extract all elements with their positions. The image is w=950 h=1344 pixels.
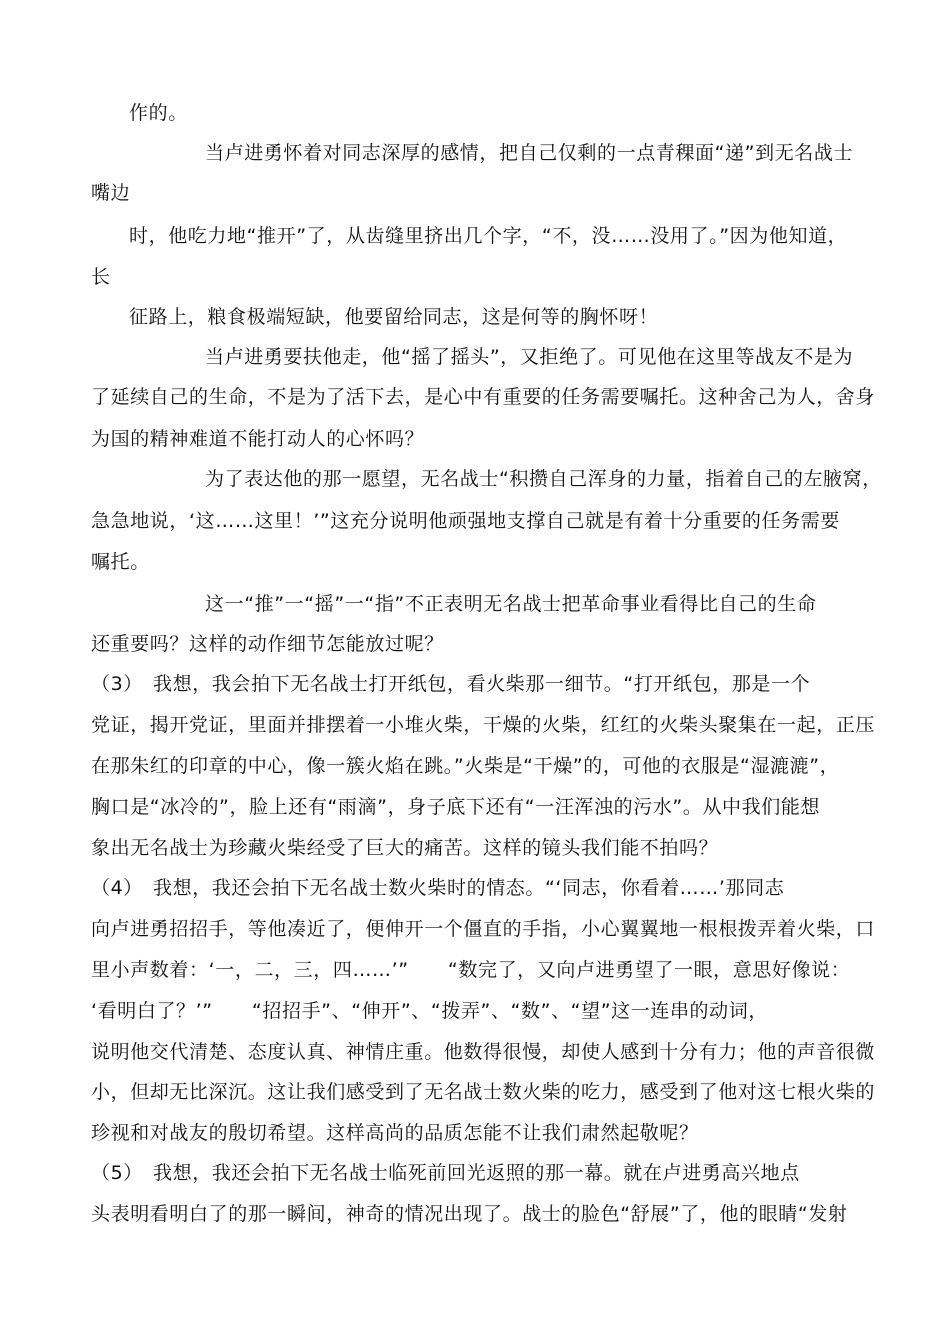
text-line: 时，他吃力地“推开”了，从齿缝里挤出几个字，“不，没……没用了。”因为他知道， xyxy=(129,225,848,247)
text-line: 嘱托。 xyxy=(91,551,150,573)
text-line: 这一“推”一“摇”一“指”不正表明无名战士把革命事业看得比自己的生命 xyxy=(205,593,817,615)
text-line: 当卢进勇怀着对同志深厚的感情，把自己仅剩的一点青稞面“递”到无名战士 xyxy=(205,142,854,164)
text-line: 说明他交代清楚、态度认真、神情庄重。他数得很慢，却使人感到十分有力；他的声音很微 xyxy=(91,1041,876,1063)
text-line: 头表明看明白了的那一瞬间，神奇的情况出现了。战士的脸色“舒展”了，他的眼睛“发射 xyxy=(91,1203,848,1225)
text-line: 还重要吗？这样的动作细节怎能放过呢？ xyxy=(91,633,444,655)
text-line: ‘看明白了？’” “招招手”、“伸开”、“拨弄”、“数”、“望”这一连串的动词， xyxy=(91,1000,768,1022)
text-line: （3） 我想，我会拍下无名战士打开纸包，看火柴那一细节。“打开纸包，那是一个 xyxy=(91,673,811,695)
text-line: 里小声数着：‘一，二，三，四……’” “数完了，又向卢进勇望了一眼，意思好像说： xyxy=(91,959,851,981)
text-line: 当卢进勇要扶他走，他“摇了摇头”，又拒绝了。可见他在这里等战友不是为 xyxy=(205,346,854,368)
text-line: 珍视和对战友的殷切希望。这样高尚的品质怎能不让我们肃然起敬呢？ xyxy=(91,1122,699,1144)
text-line: 作的。 xyxy=(129,102,188,124)
text-line: 了延续自己的生命，不是为了活下去，是心中有重要的任务需要嘱托。这种舍己为人，舍身 xyxy=(91,386,876,408)
text-line: （4） 我想，我还会拍下无名战士数火柴时的情态。“‘同志，你看着……’那同志 xyxy=(91,877,785,899)
text-line: 急急地说，‘这……这里！’”这充分说明他顽强地支撑自己就是有着十分重要的任务需要 xyxy=(91,510,840,532)
text-line: 嘴边 xyxy=(91,182,131,204)
text-line: 征路上，粮食极端短缺，他要留给同志，这是何等的胸怀呀！ xyxy=(129,306,659,328)
text-line: 在那朱红的印章的中心，像一簇火焰在跳。”火柴是“干燥”的，可他的衣服是“湿漉漉”， xyxy=(91,755,840,777)
text-line: 为国的精神难道不能打动人的心怀吗？ xyxy=(91,428,425,450)
text-line: 象出无名战士为珍藏火柴经受了巨大的痛苦。这样的镜头我们能不拍吗？ xyxy=(91,837,719,859)
text-line: （5） 我想，我还会拍下无名战士临死前回光返照的那一幕。就在卢进勇高兴地点 xyxy=(91,1162,800,1184)
text-line: 小，但却无比深沉。这让我们感受到了无名战士数火柴的吃力，感受到了他对这七根火柴的 xyxy=(91,1081,876,1103)
text-line: 为了表达他的那一愿望，无名战士“积攒自己浑身的力量，指着自己的左腋窝， xyxy=(205,468,882,490)
text-line: 胸口是“冰冷的”，脸上还有“雨滴”，身子底下还有“一汪浑浊的污水”。从中我们能想 xyxy=(91,796,821,818)
text-line: 党证，揭开党证，里面并排摆着一小堆火柴，干燥的火柴，红红的火柴头聚集在一起，正压 xyxy=(91,714,876,736)
text-line: 向卢进勇招招手，等他凑近了，便伸开一个僵直的手指，小心翼翼地一根根拨弄着火柴，口 xyxy=(91,918,876,940)
text-line: 长 xyxy=(91,266,111,288)
